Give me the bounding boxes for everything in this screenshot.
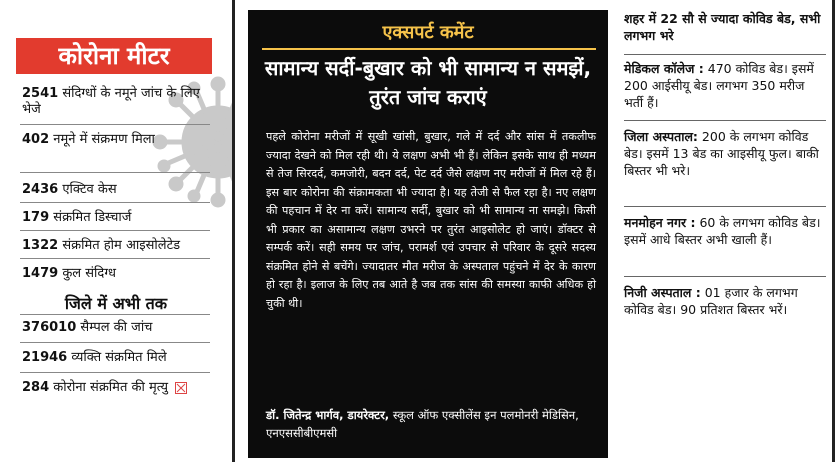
stat-label: कुल संदिग्ध (62, 266, 116, 281)
byline-affiliation: स्कूल ऑफ एक्सीलेंस इन पलमोनरी मेडिसिन, एनएससीबीएमसी (266, 408, 579, 440)
divider (20, 172, 210, 173)
item-label: निजी अस्पताल : (624, 285, 701, 300)
stat-number: 284 (22, 380, 50, 395)
kicker-rule (262, 48, 596, 50)
expert-comment-panel (248, 10, 608, 458)
stat-samples-sent (22, 86, 212, 118)
stat-label: संक्रमित होम आइसोलेटेड (62, 238, 181, 253)
corona-meter-panel (0, 0, 235, 462)
meter-title: कोरोना मीटर (16, 38, 212, 74)
stat-positive (22, 132, 212, 148)
article-body: पहले कोरोना मरीजों में सूखी खांसी, बुखार, गले में दर्द और सांस में तकलीफ ज्यादा देखने को मिल रही थी। ये लक्षण अभी भी हैं। लेकिन इसके साथ ही मध्यम से तेज सिरदर्द, कमजोरी, बदन दर्द, पेट दर्द जैसे लक्षण नए मरीजों में मिल रहे हैं। इस बार कोरोना की संक्रामकता भी ज्यादा है। यह तेजी से फैल रहा है। नए लक्षण की पहचान में देर ना करें। सामान्य सर्दी, बुखार को भी सामान्य ना समझे। किसी भी प्रकार का असामान्य लक्षण उभरने पर तुरंत आइसोलेट हो जाएं। डॉक्टर से सम्पर्क करें। सही समय पर जांच, परामर्श एवं उपचार से परिवार के दूसरे सदस्य संक्रमित होने से बचेंगे। ज्यादातर मौत मरीज के अस्पताल पहुंचने में देर के कारण हो रहा है। इलाज के लिए तब आते है जब तक सांस की समस्या काफी अधिक हो चुकी थी। (266, 130, 596, 310)
stat-number: 2436 (22, 182, 59, 197)
beds-private-hospital (624, 284, 824, 318)
stat-samples-tested (22, 320, 212, 336)
stat-active (22, 182, 212, 198)
beds-manmohan-nagar (624, 214, 824, 248)
stat-number: 21946 (22, 350, 68, 365)
beds-panel (620, 0, 835, 462)
divider (20, 124, 210, 125)
item-text: 01 हजार के लगभग कोविड बेड। 90 प्रतिशत बिस्तर भरें। (624, 285, 798, 317)
stat-label: नमूने में संक्रमण मिला (53, 132, 155, 147)
stat-number: 2541 (22, 86, 59, 101)
byline-name: डॉ. जितेन्द्र भार्गव, डायरेक्टर, (266, 408, 390, 422)
stat-home-isolated (22, 238, 212, 254)
stat-infected-persons (22, 350, 212, 366)
stat-discharged (22, 210, 212, 226)
divider (20, 202, 210, 203)
item-label: मनमोहन नगर : (624, 215, 696, 230)
item-text: 200 के लगभग कोविड बेड। इसमें 13 बेड का आइसीयू फुल। बाकी बिस्तर भी भरे। (624, 129, 819, 178)
stat-label: एक्टिव केस (62, 182, 117, 197)
divider (624, 276, 826, 277)
x-mark-icon (175, 382, 187, 394)
stat-label: सैम्पल की जांच (80, 320, 153, 335)
item-label: जिला अस्पताल: (624, 129, 698, 144)
stat-deaths (22, 380, 212, 396)
stat-label: संदिग्धों के नमूने जांच के लिए भेजे (22, 86, 200, 117)
divider (20, 258, 210, 259)
headline: सामान्य सर्दी-बुखार को भी सामान्य न समझें, तुरंत जांच कराएं (264, 56, 592, 109)
divider (20, 230, 210, 231)
kicker-label: एक्सपर्ट कमेंट (260, 20, 596, 46)
item-text: 470 कोविड बेड। इसमें 200 आईसीयू बेड। लगभग 350 मरीज भर्ती हैं। (624, 61, 814, 110)
stat-number: 376010 (22, 320, 77, 335)
stat-label: संक्रमित डिस्चार्ज (53, 210, 132, 225)
divider (20, 314, 210, 315)
beds-district-hospital (624, 128, 824, 179)
stat-number: 1479 (22, 266, 59, 281)
beds-medical-college (624, 60, 824, 111)
stat-label: व्यक्ति संक्रमित मिले (71, 350, 167, 365)
divider (624, 120, 826, 121)
divider (20, 372, 210, 373)
item-label: मेडिकल कॉलेज : (624, 61, 704, 76)
stat-number: 179 (22, 210, 50, 225)
divider (20, 342, 210, 343)
stat-number: 1322 (22, 238, 59, 253)
byline (266, 406, 596, 442)
stat-total-suspects (22, 266, 212, 282)
stat-label: कोरोना संक्रमित की मृत्यु (53, 380, 169, 395)
beds-summary: शहर में 22 सौ से ज्यादा कोविड बेड, सभी लगभग भरे (624, 11, 821, 43)
district-subhead: जिले में अभी तक (64, 294, 168, 313)
item-text: 60 के लगभग कोविड बेड। इसमें आधे बिस्तर अभी खाली हैं। (624, 215, 821, 247)
divider (624, 54, 826, 55)
divider (624, 206, 826, 207)
stat-number: 402 (22, 132, 50, 147)
